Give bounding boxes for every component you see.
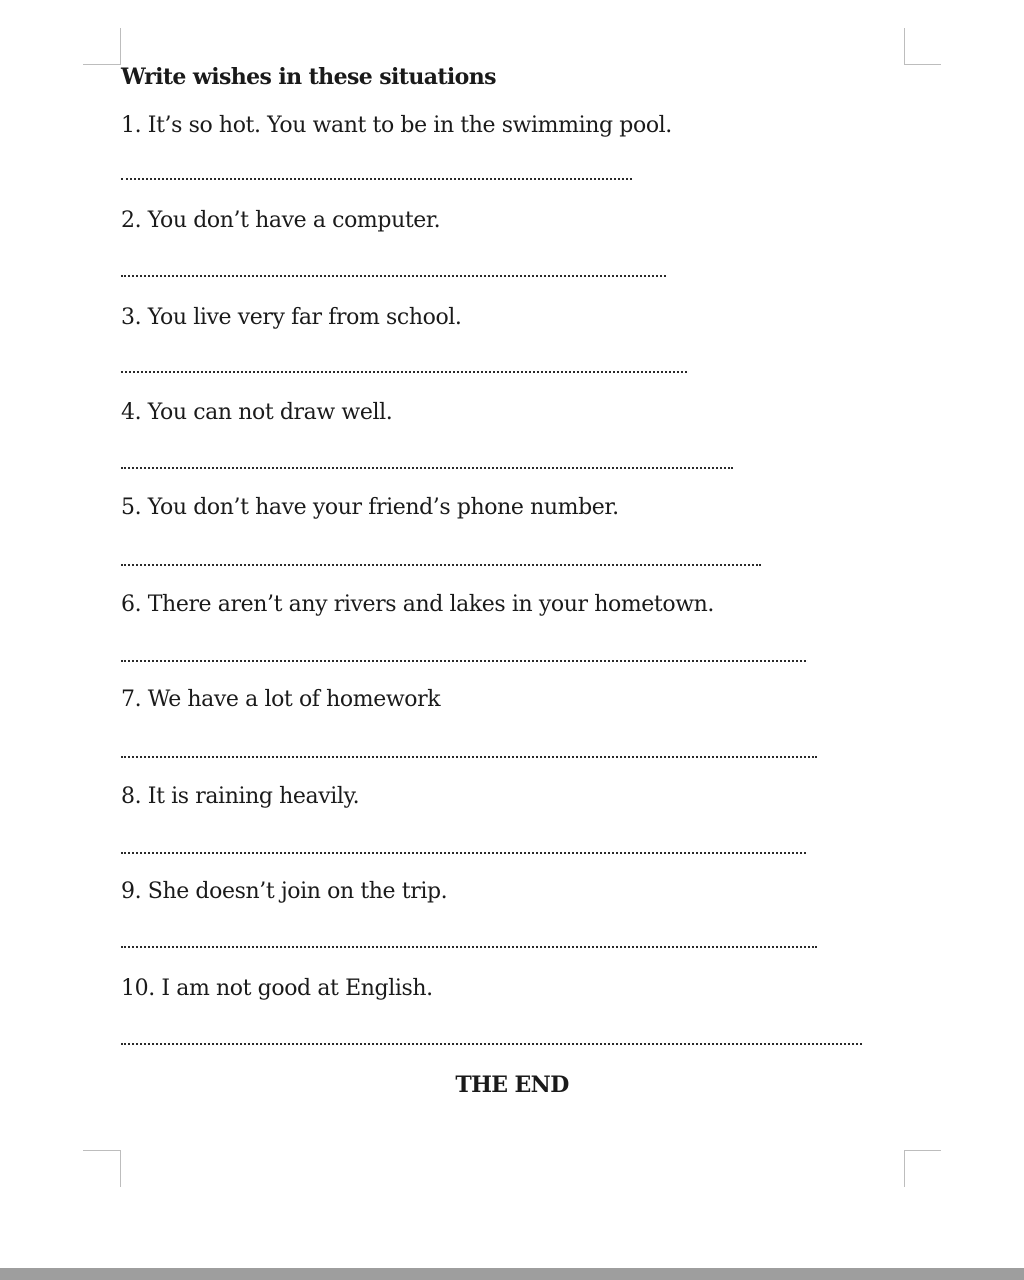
crop-mark-top-right: [904, 64, 941, 65]
answer-line-9[interactable]: [121, 946, 817, 948]
answer-line-10[interactable]: [121, 1043, 862, 1045]
question-4: 4. You can not draw well.: [121, 400, 393, 425]
question-1: 1. It’s so hot. You want to be in the swimming pool.: [121, 113, 672, 138]
crop-mark-top-left: [120, 28, 121, 65]
worksheet-title: Write wishes in these situations: [121, 64, 496, 90]
question-6: 6. There aren’t any rivers and lakes in your hometown.: [121, 592, 715, 617]
answer-line-1[interactable]: [121, 178, 632, 180]
answer-line-3[interactable]: [121, 371, 687, 373]
answer-line-7[interactable]: [121, 756, 817, 758]
answer-line-5[interactable]: [121, 564, 761, 566]
crop-mark-bottom-right: [904, 1150, 941, 1151]
question-7: 7. We have a lot of homework: [121, 687, 441, 712]
crop-mark-bottom-left: [83, 1150, 120, 1151]
crop-mark-top-right: [904, 28, 905, 65]
question-8: 8. It is raining heavily.: [121, 784, 360, 809]
question-5: 5. You don’t have your friend’s phone number.: [121, 495, 619, 520]
question-2: 2. You don’t have a computer.: [121, 208, 441, 233]
answer-line-4[interactable]: [121, 467, 733, 469]
question-10: 10. I am not good at English.: [121, 976, 433, 1001]
answer-line-6[interactable]: [121, 660, 806, 662]
answer-line-8[interactable]: [121, 852, 806, 854]
closing-text: THE END: [455, 1072, 569, 1098]
viewer-scrollbar[interactable]: [0, 1268, 1024, 1280]
crop-mark-bottom-left: [120, 1150, 121, 1187]
crop-mark-top-left: [83, 64, 120, 65]
question-3: 3. You live very far from school.: [121, 305, 462, 330]
answer-line-2[interactable]: [121, 275, 666, 277]
crop-mark-bottom-right: [904, 1150, 905, 1187]
question-9: 9. She doesn’t join on the trip.: [121, 879, 448, 904]
